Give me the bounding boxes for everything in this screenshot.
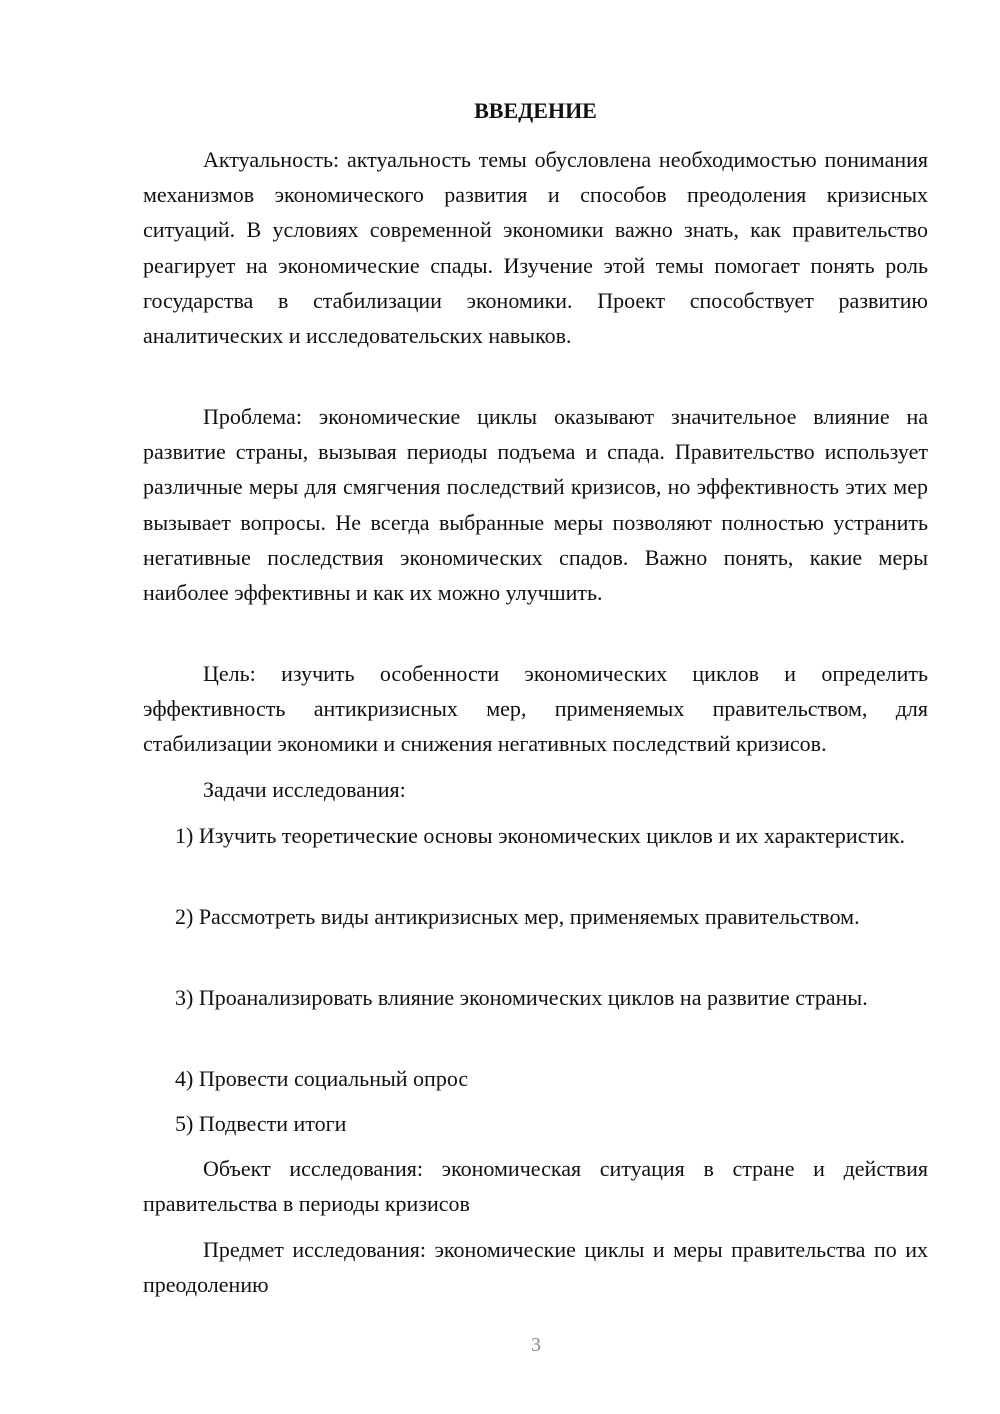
paragraph-relevance: Актуальность: актуальность темы обусловлена необходимостью понимания механизмов экономического развития и способов преодоления кризисных ситуаций. В условиях современной экономики важно знать, как правительство реагирует на экономические спады. Изучение этой темы помогает понять роль государства в стабилизации экономики. Проект способствует развитию аналитических и исследовательских навыков.: [143, 147, 928, 349]
page-title: ВВЕДЕНИЕ: [474, 98, 597, 123]
paragraph-problem: Проблема: экономические циклы оказывают значительное влияние на развитие страны, вызывая периоды подъема и спада. Правительство использует различные меры для смягчения последствий кризисов, но эффективность этих мер вызывает вопросы. Не всегда выбранные меры позволяют полностью устранить негативные последствия экономических спадов. Важно понять, какие меры наиболее эффективны и как их можно улучшить.: [143, 404, 928, 606]
paragraph-goal: Цель: изучить особенности экономических циклов и определить эффективность антикризисных мер, применяемых правительством, для стабилизации экономики и снижения негативных последствий кризисов.: [143, 661, 928, 757]
task-item-4: 4) Провести социальный опрос: [175, 1066, 469, 1091]
task-item-5: 5) Подвести итоги: [175, 1111, 347, 1136]
paragraph-object: Объект исследования: экономическая ситуация в стране и действия правительства в периоды кризисов: [143, 1156, 928, 1217]
task-item-2: 2) Рассмотреть виды антикризисных мер, применяемых правительством.: [175, 904, 860, 929]
page-number: 3: [531, 1334, 541, 1356]
paragraph-subject: Предмет исследования: экономические циклы и меры правительства по их преодолению: [143, 1237, 928, 1298]
tasks-heading: Задачи исследования:: [203, 777, 406, 802]
task-item-3: 3) Проанализировать влияние экономических циклов на развитие страны.: [175, 985, 868, 1010]
task-item-1: 1) Изучить теоретические основы экономических циклов и их характеристик.: [175, 823, 906, 848]
